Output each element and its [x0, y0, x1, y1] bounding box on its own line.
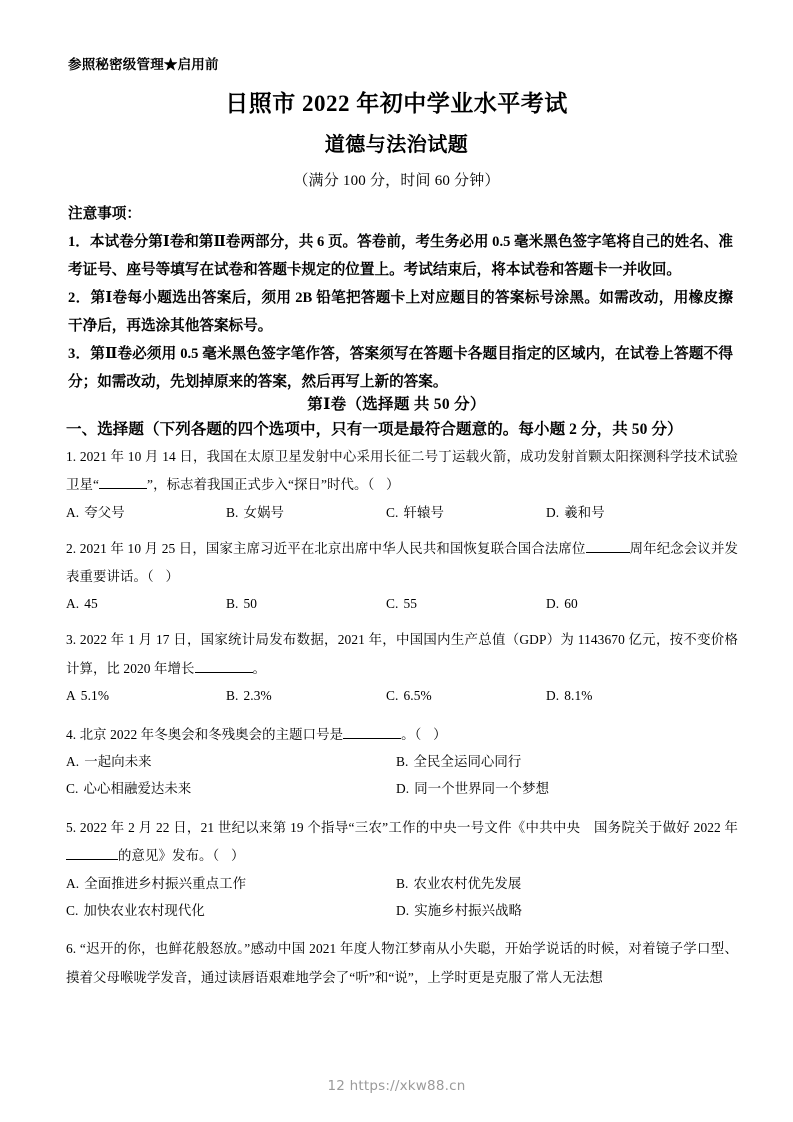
question-4-stem-part2: 。（ — [401, 726, 422, 742]
question-6 — [66, 935, 738, 992]
option-d-text: 羲和号 — [564, 504, 605, 520]
option-c-text: 6.5% — [403, 688, 432, 704]
option-a[interactable] — [66, 683, 226, 710]
option-b-label: B. — [396, 875, 409, 891]
option-d-text: 实施乡村振兴战略 — [414, 902, 523, 918]
section-header-multiple-choice: 一、选择题（下列各题的四个选项中，只有一项是最符合题意的。每小题 2 分，共 50 分） — [66, 421, 683, 438]
score-time-line: （满分 100 分，时间 60 分钟） — [293, 172, 500, 189]
option-b-text: 农业农村优先发展 — [413, 875, 522, 891]
question-3-stem-part2: 。 — [252, 660, 267, 676]
option-c[interactable] — [66, 776, 396, 803]
option-d-text: 8.1% — [564, 688, 593, 704]
question-2-stem-part1: 2. 2021 年 10 月 25 日，国家主席习近平在北京出席中华人民共和国恢复联合国合法席位 — [66, 540, 586, 556]
option-a-label: A. — [66, 504, 80, 520]
option-c-label: C. — [386, 504, 399, 520]
secrecy-header: 参照秘密级管理★启用前 — [68, 57, 219, 72]
question-4-stem-part3: ） — [433, 726, 447, 742]
question-5-blank[interactable] — [66, 847, 118, 861]
subject-title: 道德与法治试题 — [324, 133, 469, 156]
question-5-stem-part2: 的意见》发布。（ — [118, 848, 220, 864]
question-5-stem — [66, 814, 738, 871]
question-3-blank[interactable] — [195, 659, 253, 673]
option-c-text: 心心相融爱达未来 — [83, 781, 192, 797]
option-a-label: A — [66, 688, 76, 704]
option-b[interactable] — [226, 500, 386, 527]
question-1 — [66, 443, 738, 527]
juan-one-header: 第Ⅰ卷（选择题 共 50 分） — [307, 396, 486, 413]
option-c[interactable] — [386, 500, 546, 527]
option-a[interactable] — [66, 591, 226, 618]
option-d[interactable] — [396, 898, 726, 925]
option-a-label: A. — [66, 754, 80, 770]
option-c-label: C. — [386, 688, 399, 704]
question-5-options-row-1 — [66, 871, 738, 898]
option-d-text: 同一个世界同一个梦想 — [414, 781, 550, 797]
question-3-stem — [66, 626, 738, 683]
notice-item-2: 2．第Ⅰ卷每小题选出答案后，须用 2B 铅笔把答题卡上对应题目的答案标号涂黑。如需改动，用橡皮擦干净后，再选涂其他答案标号。 — [68, 290, 733, 335]
option-c-text: 轩辕号 — [403, 504, 444, 520]
question-4 — [66, 721, 738, 803]
question-5 — [66, 814, 738, 924]
option-d[interactable] — [396, 776, 726, 803]
option-a-text: 5.1% — [80, 688, 110, 704]
question-4-options-row-1 — [66, 749, 738, 776]
question-3 — [66, 626, 738, 710]
notice-title: 注意事项： — [68, 206, 141, 222]
option-a-text: 45 — [84, 596, 98, 612]
question-3-stem-part1: 3. 2022 年 1 月 17 日，国家统计局发布数据，2021 年，中国国内生产总值（GDP）为 1143670 亿元，按不变价格计算，比 2020 年增长 — [66, 632, 738, 676]
questions-list — [66, 443, 738, 1000]
option-d-label: D. — [546, 596, 560, 612]
option-c-label: C. — [66, 902, 79, 918]
option-b-label: B. — [226, 596, 239, 612]
question-5-stem-part3: ） — [230, 848, 245, 864]
notice-block — [68, 200, 733, 396]
option-b-text: 女娲号 — [243, 504, 284, 520]
option-a-text: 一起向未来 — [84, 754, 152, 770]
notice-item-1: 1．本试卷分第Ⅰ卷和第Ⅱ卷两部分，共 6 页。答卷前，考生务必用 0.5 毫米黑色签字笔将自己的姓名、准考证号、座号等填写在试卷和答题卡规定的位置上。考试结束后，将本试卷和答题卡一并收回。 — [68, 234, 733, 279]
question-4-options-row-2 — [66, 776, 738, 803]
title-block — [60, 90, 733, 191]
option-a-label: A. — [66, 875, 80, 891]
question-1-stem-part3: ） — [386, 477, 400, 493]
option-c-label: C. — [66, 781, 79, 797]
question-5-options-row-2 — [66, 898, 738, 925]
option-c[interactable] — [66, 898, 396, 925]
option-b-text: 全民全运同心同行 — [413, 754, 522, 770]
option-d-label: D. — [546, 688, 560, 704]
question-4-blank[interactable] — [343, 725, 401, 739]
option-d-text: 60 — [564, 596, 578, 612]
question-1-blank[interactable] — [99, 476, 147, 490]
option-a[interactable] — [66, 500, 226, 527]
option-b-label: B. — [226, 688, 239, 704]
option-b-text: 50 — [243, 596, 258, 612]
option-c[interactable] — [386, 683, 546, 710]
question-1-stem — [66, 443, 738, 500]
option-c-text: 加快农业农村现代化 — [83, 902, 205, 918]
question-4-stem — [66, 721, 738, 749]
question-1-options — [66, 500, 738, 527]
option-a-text: 全面推进乡村振兴重点工作 — [84, 875, 247, 891]
option-c[interactable] — [386, 591, 546, 618]
question-2-blank[interactable] — [586, 539, 630, 553]
option-b-label: B. — [396, 754, 409, 770]
question-4-stem-part1: 4. 北京 2022 年冬奥会和冬残奥会的主题口号是 — [66, 726, 344, 742]
question-2-stem-part2: 周年纪念会议并发表重要讲话。（ — [66, 540, 738, 585]
option-d[interactable] — [546, 591, 706, 618]
question-5-stem-part1: 5. 2022 年 2 月 22 日，21 世纪以来第 19 个指导“三农”工作的中央一号文件《中共中央 国务院关于做好 2022 年 — [66, 819, 738, 835]
option-c-text: 55 — [403, 596, 418, 612]
option-c-label: C. — [386, 596, 399, 612]
option-d[interactable] — [546, 500, 706, 527]
option-b[interactable] — [226, 591, 386, 618]
option-a[interactable] — [66, 749, 396, 776]
option-a-text: 夸父号 — [84, 504, 125, 520]
option-d-label: D. — [396, 902, 410, 918]
option-b[interactable] — [226, 683, 386, 710]
question-2-options — [66, 591, 738, 618]
option-d-label: D. — [546, 504, 560, 520]
option-b[interactable] — [396, 871, 726, 898]
question-2-stem — [66, 535, 738, 592]
option-b-label: B. — [226, 504, 239, 520]
option-d[interactable] — [546, 683, 706, 710]
question-2 — [66, 535, 738, 619]
option-b[interactable] — [396, 749, 726, 776]
option-a-label: A. — [66, 596, 80, 612]
question-6-stem: 6. “迟开的你，也鲜花般怒放。”感动中国 2021 年度人物江梦南从小失聪，开始学说话的时候，对着镜子学口型、摸着父母喉咙学发音，通过读唇语艰难地学会了“听”和“说”，上学时更是克服了常人无法想 — [66, 941, 738, 985]
page-title: 日照市 2022 年初中学业水平考试 — [225, 91, 568, 116]
question-3-options — [66, 683, 738, 710]
page-watermark: 12 https://xkw88.cn — [327, 1078, 466, 1094]
option-b-text: 2.3% — [243, 688, 272, 704]
notice-item-3: 3．第Ⅱ卷必须用 0.5 毫米黑色签字笔作答，答案须写在答题卡各题目指定的区域内，在试卷上答题不得分；如需改动，先划掉原来的答案，然后再写上新的答案。 — [68, 346, 733, 391]
option-d-label: D. — [396, 781, 410, 797]
option-a[interactable] — [66, 871, 396, 898]
question-1-stem-part1: 1. 2021 年 10 月 14 日，我国在太原卫星发射中心采用长征二号丁运载火箭，成功发射首颗太阳探测科学技术试验卫星“ — [66, 449, 738, 493]
question-2-stem-part3: ） — [165, 569, 179, 585]
question-1-stem-part2: ”，标志着我国正式步入“探日”时代。（ — [147, 477, 375, 493]
